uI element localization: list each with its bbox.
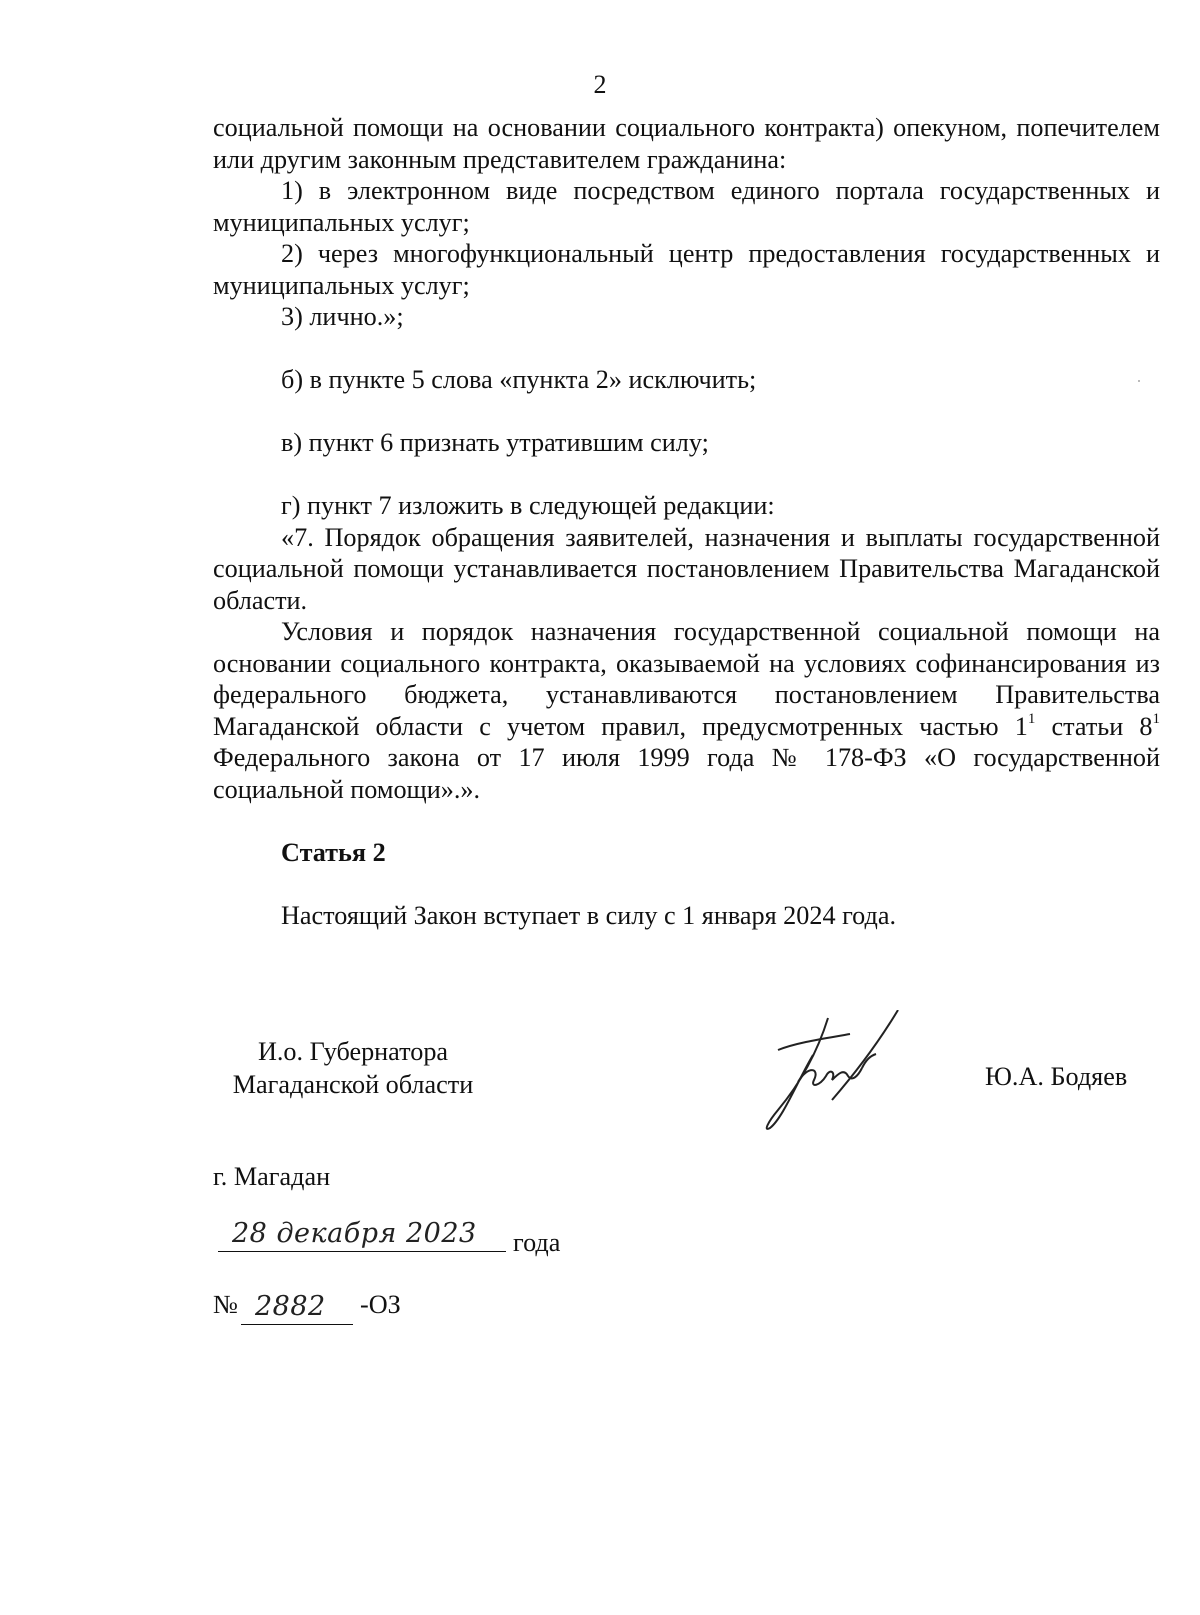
- paragraph: социальной помощи на основании социального контракта) опекуном, попечителем или другим законным представителем гражданина:: [213, 113, 1160, 174]
- signatory-title: [222, 1035, 484, 1101]
- handwritten-number: 2882: [255, 1291, 326, 1322]
- date-field: [218, 1215, 506, 1252]
- document-body: [213, 112, 1160, 931]
- paragraph-text: статьи 8: [1035, 711, 1153, 741]
- number-suffix: -ОЗ: [360, 1290, 401, 1319]
- list-item: 3) лично.»;: [281, 302, 404, 331]
- article-heading: Статья 2: [281, 837, 386, 867]
- signatory-title-line: И.о. Губернатора: [257, 1037, 449, 1066]
- number-field: [241, 1288, 353, 1325]
- paragraph-text: Условия и порядок назначения государственной социальной помощи на основании социального контракта, оказываемой на условиях софинансирования из федерального бюджета, устанавливаются постановлением Правительства Магаданской области с учетом правил, предусмотренных частью 1: [213, 617, 1160, 741]
- list-item: 1) в электронном виде посредством единого портала государственных и муниципальных услуг;: [213, 176, 1160, 237]
- paragraph: г) пункт 7 изложить в следующей редакции:: [281, 491, 775, 520]
- superscript: 1: [1027, 710, 1036, 727]
- signatory-title-line: Магаданской области: [232, 1070, 474, 1099]
- city: г. Магадан: [213, 1162, 331, 1191]
- superscript: 1: [1152, 710, 1161, 727]
- page-number: 2: [593, 70, 607, 99]
- handwritten-date: 28 декабря 2023: [232, 1218, 477, 1249]
- paragraph: в) пункт 6 признать утратившим силу;: [281, 428, 709, 457]
- signature-icon: [758, 1010, 918, 1140]
- paragraph: «7. Порядок обращения заявителей, назначения и выплаты государственной социальной помощи устанавливается постановлением Правительства Магаданской области.: [213, 522, 1160, 615]
- number-prefix: №: [213, 1290, 238, 1319]
- signatory-name: Ю.А. Бодяев: [985, 1062, 1128, 1091]
- paragraph: Настоящий Закон вступает в силу с 1 января 2024 года.: [281, 900, 897, 930]
- list-item: 2) через многофункциональный центр предоставления государственных и муниципальных услуг;: [213, 239, 1160, 300]
- date-suffix: года: [513, 1228, 561, 1257]
- paragraph: б) в пункте 5 слова «пункта 2» исключить;: [281, 365, 757, 394]
- paragraph-text: Федерального закона от 17 июля 1999 года № 178-ФЗ «О государственной социальной помощи».».: [213, 743, 1160, 804]
- paragraph: [213, 616, 1160, 805]
- scan-speck: [1138, 380, 1140, 382]
